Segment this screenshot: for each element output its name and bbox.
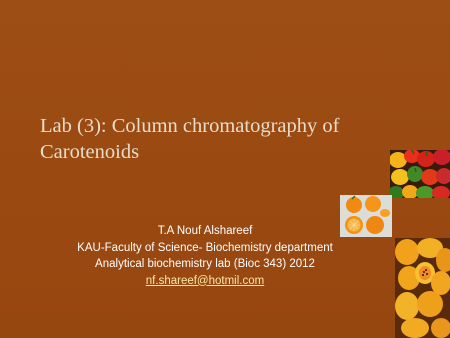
author-name: T.A Nouf Alshareef [157,225,253,237]
affiliation-text: KAU-Faculty of Science- Biochemistry department [77,241,333,254]
email-link[interactable]: nf.shareef@hotmil.com [145,274,265,287]
title-line-2: Carotenoids [40,141,140,163]
course-text: Analytical biochemistry lab (Bioc 343) 2012 [95,258,315,270]
slide-title [40,113,440,165]
presenter-info [40,223,370,289]
papaya-photo [395,238,450,338]
oranges-photo [340,195,392,237]
title-line-1: Lab (3): Column chromatography of [40,115,340,137]
peppers-photo [390,150,450,198]
